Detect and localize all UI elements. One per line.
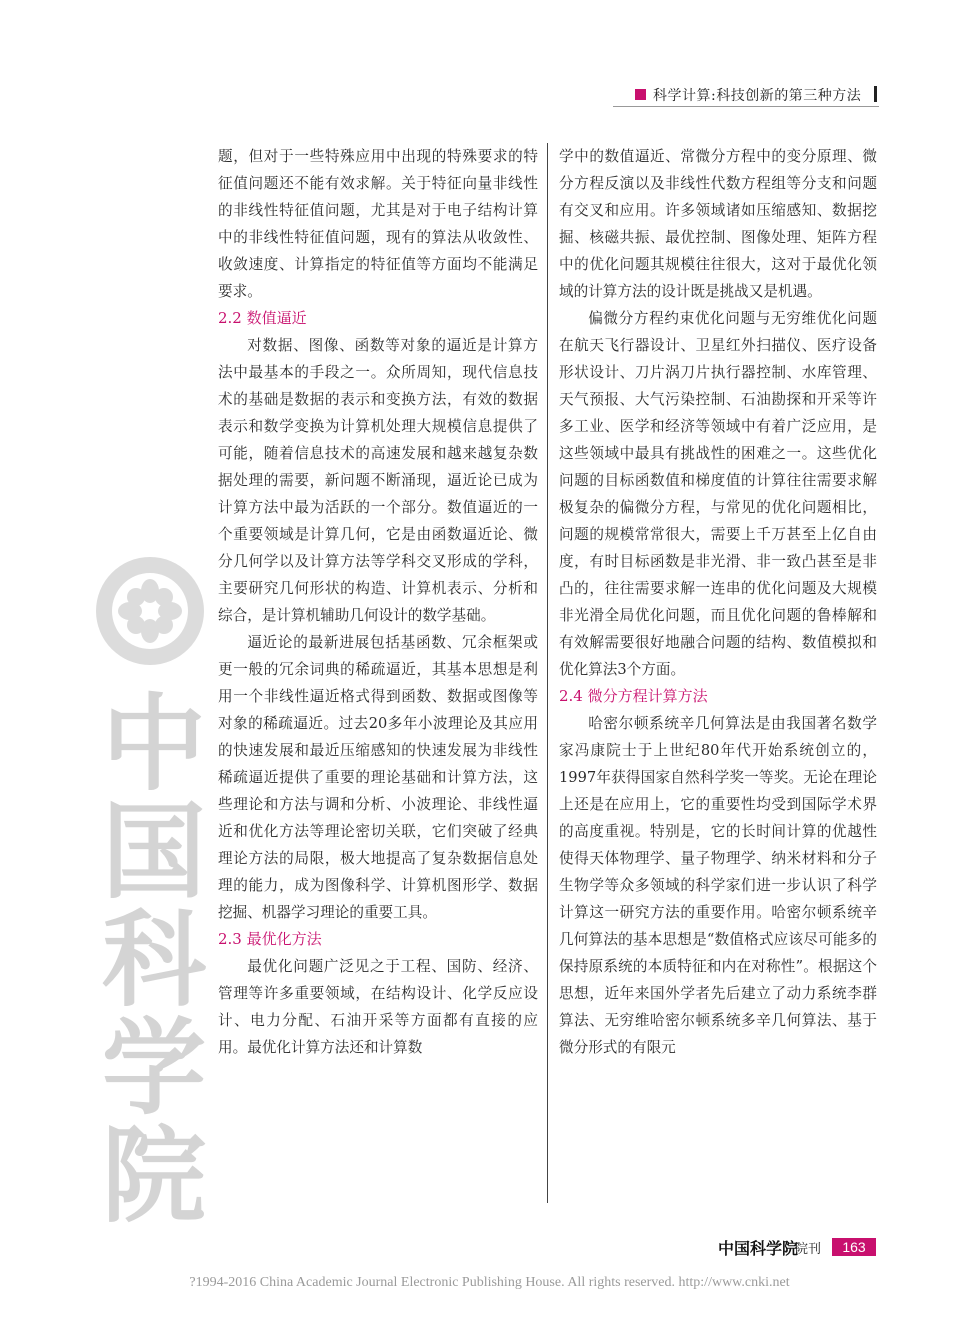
paragraph: 偏微分方程约束优化问题与无穷维优化问题在航天飞行器设计、卫星红外扫描仪、医疗设备形状设计、刀片涡刀片执行器控制、水库管理、天气预报、大气污染控制、石油勘探和开采等许多工业、医学和经济等领域中有着广泛应用，是这些领域中最具有挑战性的困难之一。这些优化问题的目标函数值和梯度值的计算往往需要求解极复杂的偏微分方程，与常见的优化问题相比，问题的规模常常很大，需要上千万甚至上亿自由度，有时目标函数是非光滑、非一致凸甚至是非凸的，往往需要求解一连串的优化问题及大规模非光滑全局优化问题，而且优化问题的鲁棒解和有效解需要很好地融合问题的结构、数值模拟和优化算法3个方面。: [559, 310, 877, 678]
header-end-bar: [874, 86, 877, 102]
paragraph: 逼近论的最新进展包括基函数、冗余框架或更一般的冗余词典的稀疏逼近，其基本思想是利用一个非线性逼近格式得到函数、数据或图像等对象的稀疏逼近。过去20多年小波理论及其应用的快速发展和最近压缩感知的快速发展为非线性稀疏逼近提供了重要的理论基础和计算方法，这些理论和方法与调和分析、小波理论、非线性逼近和优化方法等理论密切关联，它们突破了经典理论方法的局限，极大地提高了复杂数据信息处理的能力，成为图像科学、计算机图形学、数据挖掘、机器学习理论的重要工具。: [218, 634, 538, 921]
watermark-char: 科: [101, 898, 206, 1021]
watermark-text: [94, 682, 214, 1237]
section-heading-2-2: 2.2 数值逼近: [218, 309, 307, 327]
journal-suffix: 院刊: [795, 1242, 822, 1257]
paragraph: 题，但对于一些特殊应用中出现的特殊要求的特征值问题还不能有效求解。关于特征向量非线性的非线性特征值问题，尤其是对于电子结构计算中的非线性特征值问题，现有的算法从收敛性、收敛速度、计算指定的特征值等方面均不能满足要求。: [218, 148, 538, 300]
running-header: [613, 84, 879, 107]
watermark-char: 中: [101, 682, 206, 805]
column-divider: [547, 143, 548, 1203]
header-title: 科学计算:科技创新的第三种方法: [653, 88, 862, 104]
journal-logo: 中国科学院: [718, 1239, 799, 1258]
section-heading-2-3: 2.3 最优化方法: [218, 930, 322, 948]
cas-emblem-icon: [94, 555, 206, 667]
left-column: [218, 143, 538, 1061]
watermark-char: 院: [101, 1114, 206, 1237]
paragraph: 哈密尔顿系统辛几何算法是由我国著名数学家冯康院士于上世纪80年代开始系统创立的，1997年获得国家自然科学奖一等奖。无论在理论上还是在应用上，它的重要性均受到国际学术界的高度重视。特别是，它的长时间计算的优越性使得天体物理学、量子物理学、纳米材料和分子生物学等众多领域的科学家们进一步认识了科学计算这一研究方法的重要作用。哈密尔顿系统辛几何算法的基本思想是“数值格式应该尽可能多的保持原系统的本质特征和内在对称性”。根据这个思想，近年来国外学者先后建立了动力系统李群算法、无穷维哈密尔顿系统多辛几何算法、基于微分形式的有限元: [559, 715, 877, 1056]
watermark-char: 学: [101, 1006, 206, 1129]
page-number: 163: [832, 1238, 876, 1256]
paragraph: 对数据、图像、函数等对象的逼近是计算方法中最基本的手段之一。众所周知，现代信息技术的基础是数据的表示和变换方法，有效的数据表示和数学变换为计算机处理大规模信息提供了可能，随着信息技术的高速发展和越来越复杂数据处理的需要，新问题不断涌现，逼近论已成为计算方法中最为活跃的一个部分。数值逼近的一个重要领域是计算几何，它是由函数逼近论、微分几何学以及计算方法等学科交叉形成的学科，主要研究几何形状的构造、计算机表示、分析和综合，是计算机辅助几何设计的数学基础。: [218, 337, 538, 624]
paragraph: 最优化问题广泛见之于工程、国防、经济、管理等许多重要领域，在结构设计、化学反应设计、电力分配、石油开采等方面都有直接的应用。最优化计算方法还和计算数: [218, 958, 538, 1056]
section-heading-2-4: 2.4 微分方程计算方法: [559, 687, 708, 705]
paragraph: 学中的数值逼近、常微分方程中的变分原理、微分方程反演以及非线性代数方程组等分支和问题有交叉和应用。许多领域诸如压缩感知、数据挖掘、核磁共振、最优控制、图像处理、矩阵方程中的优化问题其规模往往很大，这对于最优化领域的计算方法的设计既是挑战又是机遇。: [559, 148, 877, 300]
watermark-char: 国: [101, 790, 206, 913]
right-column: [559, 143, 877, 1061]
header-square-icon: [635, 89, 646, 100]
copyright-notice: ?1994-2016 China Academic Journal Electronic Publishing House. All rights reserved. http://www.cnki.net: [189, 1275, 790, 1290]
